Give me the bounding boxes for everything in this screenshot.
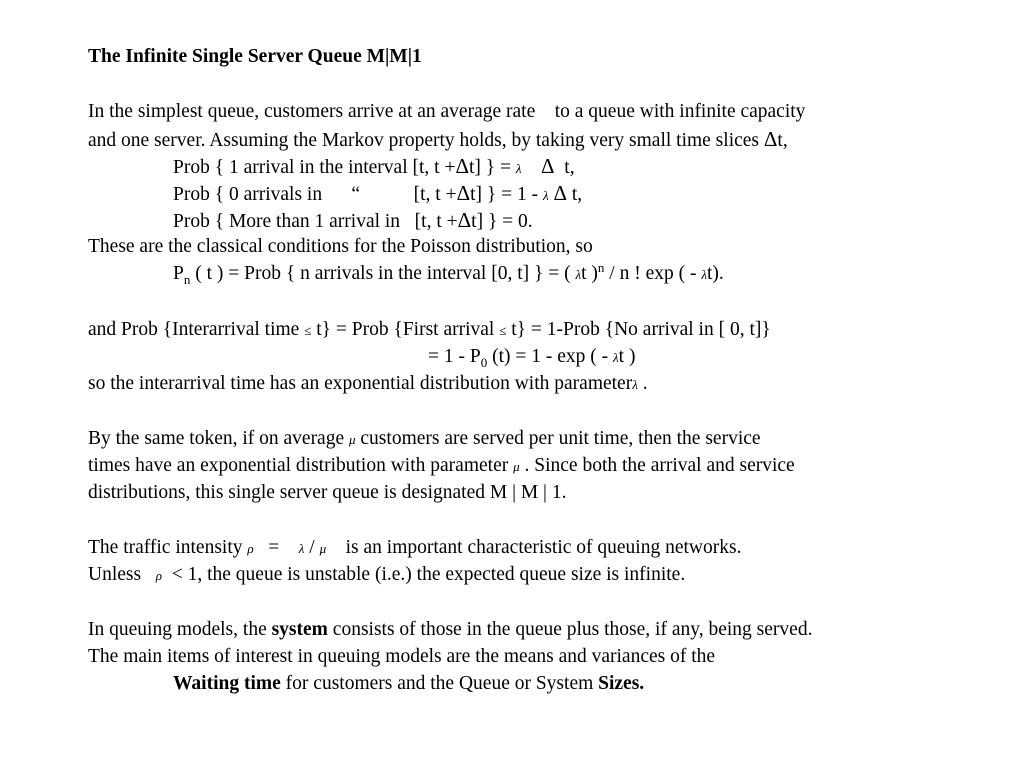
text-segment: t, bbox=[564, 157, 575, 178]
system-term: system bbox=[271, 619, 328, 640]
delta-symbol: Δ bbox=[763, 127, 778, 151]
subscript: 0 bbox=[480, 355, 488, 370]
text-segment: P bbox=[173, 263, 184, 284]
rho-symbol: ρ bbox=[155, 568, 162, 583]
stability-line bbox=[88, 564, 685, 587]
text-segment: t] } = 0. bbox=[471, 211, 533, 232]
interest-line bbox=[88, 646, 715, 668]
text-segment: The traffic intensity bbox=[88, 537, 248, 558]
delta-symbol: Δ bbox=[541, 154, 555, 178]
delta-symbol: Δ bbox=[456, 181, 471, 205]
text-segment: ( t ) = Prob { n arrivals in the interval [0, t] } = ( bbox=[190, 263, 576, 284]
mu-symbol: μ bbox=[349, 432, 356, 447]
interarrival-result bbox=[428, 346, 635, 369]
text-segment: In queuing models, the bbox=[88, 619, 272, 640]
service-line-1 bbox=[88, 428, 761, 451]
text-segment: Prob { 1 arrival in the interval [t, t + bbox=[173, 157, 456, 178]
text-segment: and Prob {Interarrival time bbox=[88, 319, 305, 340]
system-line bbox=[88, 619, 812, 641]
text-segment: t} = Prob {First arrival bbox=[311, 319, 500, 340]
text-segment: so the interarrival time has an exponential distribution with parameter bbox=[88, 373, 633, 394]
text-segment: for customers and the Queue or System bbox=[280, 673, 599, 694]
text-segment: (t) = 1 - exp ( - bbox=[487, 346, 614, 367]
delta-symbol: Δ bbox=[553, 181, 568, 205]
interarrival-line bbox=[88, 319, 771, 342]
text-segment: consists of those in the queue plus those, if any, being served. bbox=[327, 619, 813, 640]
text-segment: t] } = bbox=[468, 157, 516, 178]
text-segment: Prob { More than 1 arrival in [t, t + bbox=[173, 211, 458, 232]
text-segment: is an important characteristic of queuing networks. bbox=[326, 537, 742, 558]
text-segment: / n ! exp ( - bbox=[604, 263, 702, 284]
text-segment: t, bbox=[777, 130, 788, 151]
text-segment: t ) bbox=[581, 263, 598, 284]
text-segment: By the same token, if on average bbox=[88, 428, 349, 449]
mu-symbol: μ bbox=[513, 459, 520, 474]
prob-one-arrival bbox=[173, 155, 575, 180]
text-segment: = bbox=[253, 537, 299, 558]
waiting-time-term: Waiting time bbox=[173, 673, 281, 694]
text-segment: distributions, this single server queue is designated M | M | 1. bbox=[88, 482, 567, 503]
text-segment: . Since both the arrival and service bbox=[519, 455, 795, 476]
lambda-symbol: λ bbox=[542, 188, 549, 203]
text-segment: / bbox=[304, 537, 320, 558]
text-segment: times have an exponential distribution with parameter bbox=[88, 455, 514, 476]
text-segment: . bbox=[637, 373, 648, 394]
prob-zero-arrivals bbox=[173, 182, 582, 207]
lambda-symbol: λ bbox=[575, 267, 582, 282]
prob-more-than-one bbox=[173, 209, 533, 233]
text-line-2 bbox=[88, 128, 788, 152]
delta-symbol: Δ bbox=[455, 154, 469, 178]
text-segment: < 1, the queue is unstable (i.e.) the expected queue size is infinite. bbox=[161, 564, 686, 585]
text-segment: customers are served per unit time, then the service bbox=[355, 428, 761, 449]
waiting-time-line bbox=[173, 673, 644, 695]
sizes-term: Sizes. bbox=[598, 673, 645, 694]
service-line-2 bbox=[88, 455, 795, 478]
text-segment: In the simplest queue, customers arrive at an average rate to a queue with infinite capacity bbox=[88, 101, 806, 122]
text-segment: Prob { 0 arrivals in “ [t, t + bbox=[173, 184, 457, 205]
leq-symbol: ≤ bbox=[499, 323, 507, 338]
lambda-symbol: λ bbox=[632, 377, 638, 392]
delta-symbol: Δ bbox=[457, 208, 472, 232]
poisson-line bbox=[88, 236, 593, 258]
exponential-line bbox=[88, 373, 648, 396]
lambda-symbol: λ bbox=[298, 541, 305, 556]
text-segment: t ) bbox=[618, 346, 636, 367]
service-line-3 bbox=[88, 482, 566, 504]
traffic-intensity-line bbox=[88, 537, 741, 560]
mu-symbol: μ bbox=[319, 541, 327, 556]
text-segment: t). bbox=[707, 263, 724, 284]
poisson-formula bbox=[173, 260, 724, 287]
text-segment: and one server. Assuming the Markov property holds, by taking very small time slices bbox=[88, 130, 764, 151]
text-segment: Unless bbox=[88, 564, 156, 585]
text-segment: t] } = 1 - bbox=[470, 184, 543, 205]
leq-symbol: ≤ bbox=[304, 323, 312, 338]
lambda-symbol: λ bbox=[613, 350, 619, 365]
subscript: n bbox=[183, 272, 191, 287]
superscript: n bbox=[597, 260, 605, 275]
text-segment: These are the classical conditions for the Poisson distribution, so bbox=[88, 236, 593, 257]
text-segment: t, bbox=[571, 184, 583, 205]
lambda-symbol: λ bbox=[515, 161, 522, 176]
text-segment: The main items of interest in queuing models are the means and variances of the bbox=[88, 646, 716, 667]
text-line-1 bbox=[88, 101, 805, 123]
lambda-symbol: λ bbox=[701, 267, 707, 282]
slide-title: The Infinite Single Server Queue M|M|1 bbox=[88, 46, 422, 67]
text-segment: = 1 - P bbox=[428, 346, 481, 367]
rho-symbol: ρ bbox=[247, 541, 254, 556]
text-segment: t} = 1-Prob {No arrival in [ 0, t]} bbox=[506, 319, 771, 340]
